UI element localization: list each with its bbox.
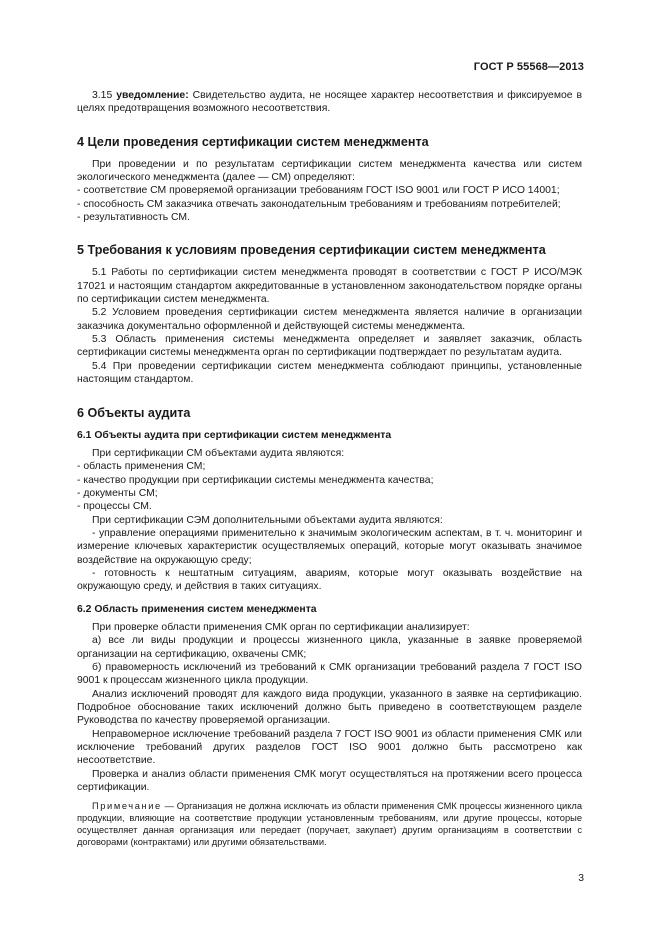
- page-content: [77, 89, 582, 848]
- definition-number: 3.15: [92, 90, 113, 101]
- subsection-6-2-intro: При проверке области применения СМК орган по сертификации анализирует:: [92, 621, 470, 633]
- list-item: - качество продукции при сертификации системы менеджмента качества;: [77, 474, 434, 486]
- clause-5-2: 5.2 Условием проведения сертификации систем менеджмента является наличие в организации заказчика документально оформленной и действующей системы менеджмента.: [77, 307, 582, 332]
- section-4-title: 4 Цели проведения сертификации систем менеджмента: [77, 134, 429, 149]
- item-b: б) правомерность исключений из требований к СМК организации требований раздела 7 ГОСТ ISO 9001 к процессам жизненного цикла продукции.: [77, 662, 582, 687]
- list-item: - готовность к нештатным ситуациям, авариям, которые могут оказывать воздействие на окружающую среду, и действия в таких ситуациях.: [77, 567, 582, 593]
- item-a: а) все ли виды продукции и процессы жизненного цикла, указанные в заявке проверяемой организации на сертификацию, охвачены СМК;: [77, 635, 582, 660]
- list-item: - способность СМ заказчика отвечать законодательным требованиям и требованиям потребителей;: [77, 198, 561, 210]
- standard-header: ГОСТ Р 55568—2013: [473, 61, 584, 73]
- section-5-title: 5 Требования к условиям проведения сертификации систем менеджмента: [77, 243, 546, 258]
- clause-5-3: 5.3 Область применения системы менеджмента определяет и заявляет заказчик, область сертификации системы менеджмента орган по сертификации подтверждает по результатам аудита.: [77, 334, 582, 359]
- subsection-6-1-intro: При сертификации СМ объектами аудита являются:: [92, 447, 345, 459]
- section-4-intro: При проведении и по результатам сертификации систем менеджмента качества или систем экологического менеджмента (далее — СМ) определяют:: [77, 158, 582, 184]
- subsection-6-1-title: 6.1 Объекты аудита при сертификации систем менеджмента: [77, 429, 392, 441]
- note: [77, 800, 582, 848]
- definition-3-15: [77, 89, 582, 116]
- list-item: - документы СМ;: [77, 487, 158, 499]
- list-item: - управление операциями применительно к значимым экологическим аспектам, в т. ч. мониторинг и измерение ключевых характеристик осуществляемых операций, которые могут оказывать значимое воздействие на окружающую среду;: [77, 527, 582, 566]
- page-number: 3: [578, 873, 584, 884]
- list-item: - область применения СМ;: [77, 461, 206, 473]
- subsection-6-1-intro2: При сертификации СЭМ дополнительными объектами аудита являются:: [92, 514, 443, 526]
- definition-text: Свидетельство аудита, не носящее характер несоответствия и фиксируемое в целях предотвращения возможного несоответствия.: [77, 90, 583, 115]
- list-item: - соответствие СМ проверяемой организации требованиям ГОСТ ISO 9001 или ГОСТ Р ИСО 14001;: [77, 185, 560, 197]
- paragraph: Анализ исключений проводят для каждого вида продукции, указанного в заявке на сертификацию. Подробное обоснование таких исключений должно быть приведено в соответствующем разделе Руководства по качеству проверяемой организации.: [77, 688, 582, 727]
- clause-5-1: 5.1 Работы по сертификации систем менеджмента проводят в соответствии с ГОСТ Р ИСО/МЭК 17021 и настоящим стандартом аккредитованные в установленном законодательством порядке органы по сертификации систем менеджмента.: [77, 267, 582, 306]
- subsection-6-2-title: 6.2 Область применения систем менеджмента: [77, 603, 317, 615]
- list-item: - результативность СМ.: [77, 212, 190, 224]
- clause-5-4: 5.4 При проведении сертификации систем менеджмента соблюдают принципы, установленные настоящим стандартом.: [77, 360, 582, 386]
- paragraph: Неправомерное исключение требований раздела 7 ГОСТ ISO 9001 из области применения СМК или исключение требований других разделов ГОСТ ISO 9001 должно быть рассмотрено как несоответствие.: [77, 728, 582, 767]
- paragraph: Проверка и анализ области применения СМК могут осуществляться на протяжении всего процесса сертификации.: [77, 768, 582, 794]
- definition-term: уведомление:: [116, 90, 189, 101]
- section-6-title: 6 Объекты аудита: [77, 405, 191, 420]
- note-label: Примечание: [92, 801, 162, 812]
- list-item: - процессы СМ.: [77, 501, 152, 513]
- note-text: — Организация не должна исключать из области применения СМК процессы жизненного цикла продукции, влияющие на соответствие продукции установленным требованиям, или другие процессы, которые осуществляет данная организация или передает (поручает, закупает) другим организациям в соответствии с договорами (контрактами) или другими обязательствами.: [77, 801, 582, 848]
